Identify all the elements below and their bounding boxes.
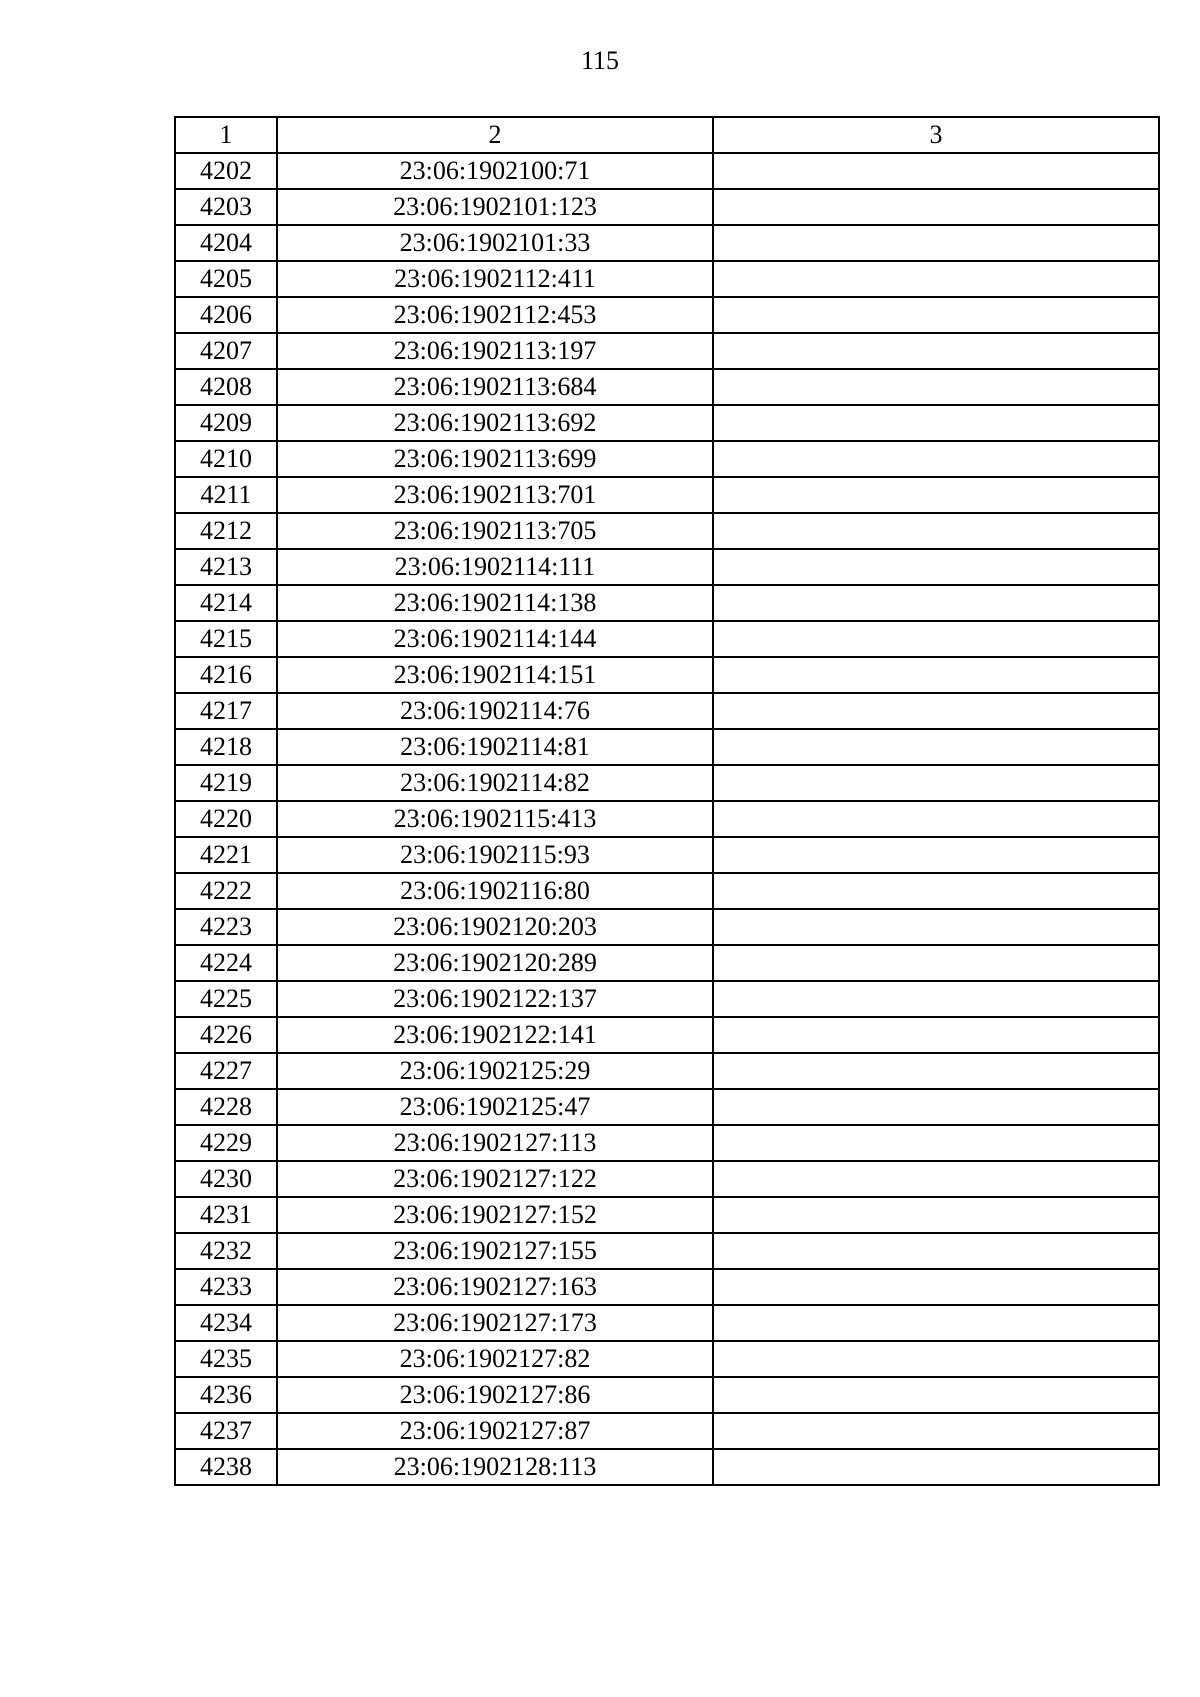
table-row [175, 261, 1159, 297]
row-number-cell: 4220 [175, 801, 277, 837]
cadastral-number-cell: 23:06:1902116:80 [277, 873, 713, 909]
table-row [175, 765, 1159, 801]
cadastral-number-cell: 23:06:1902112:453 [277, 297, 713, 333]
notes-cell [713, 153, 1159, 189]
cadastral-number-cell: 23:06:1902127:122 [277, 1161, 713, 1197]
table-row [175, 1161, 1159, 1197]
notes-cell [713, 189, 1159, 225]
notes-cell [713, 1377, 1159, 1413]
page-number: 115 [580, 46, 620, 75]
notes-cell [713, 1305, 1159, 1341]
row-number-cell: 4205 [175, 261, 277, 297]
table-row [175, 909, 1159, 945]
row-number-cell: 4206 [175, 297, 277, 333]
cadastral-number-cell: 23:06:1902127:173 [277, 1305, 713, 1341]
row-number-cell: 4211 [175, 477, 277, 513]
row-number-cell: 4202 [175, 153, 277, 189]
table-row [175, 1197, 1159, 1233]
row-number-cell: 4235 [175, 1341, 277, 1377]
cadastral-number-cell: 23:06:1902114:76 [277, 693, 713, 729]
notes-cell [713, 909, 1159, 945]
cadastral-number-cell: 23:06:1902115:413 [277, 801, 713, 837]
notes-cell [713, 1413, 1159, 1449]
table-row [175, 981, 1159, 1017]
table-row [175, 585, 1159, 621]
table-row [175, 333, 1159, 369]
column-header-2: 2 [277, 117, 713, 153]
cadastral-table [174, 116, 1160, 1486]
table-row [175, 369, 1159, 405]
row-number-cell: 4214 [175, 585, 277, 621]
table-row [175, 1125, 1159, 1161]
cadastral-number-cell: 23:06:1902113:699 [277, 441, 713, 477]
cadastral-number-cell: 23:06:1902113:692 [277, 405, 713, 441]
cadastral-number-cell: 23:06:1902127:113 [277, 1125, 713, 1161]
table-row [175, 1305, 1159, 1341]
table-row [175, 1413, 1159, 1449]
cadastral-number-cell: 23:06:1902127:155 [277, 1233, 713, 1269]
cadastral-number-cell: 23:06:1902114:81 [277, 729, 713, 765]
notes-cell [713, 765, 1159, 801]
cadastral-number-cell: 23:06:1902122:137 [277, 981, 713, 1017]
notes-cell [713, 1089, 1159, 1125]
cadastral-number-cell: 23:06:1902100:71 [277, 153, 713, 189]
row-number-cell: 4222 [175, 873, 277, 909]
cadastral-number-cell: 23:06:1902114:144 [277, 621, 713, 657]
cadastral-number-cell: 23:06:1902128:113 [277, 1449, 713, 1485]
cadastral-number-cell: 23:06:1902114:138 [277, 585, 713, 621]
table-row [175, 873, 1159, 909]
cadastral-number-cell: 23:06:1902113:701 [277, 477, 713, 513]
notes-cell [713, 837, 1159, 873]
table-row [175, 1017, 1159, 1053]
row-number-cell: 4234 [175, 1305, 277, 1341]
cadastral-number-cell: 23:06:1902114:151 [277, 657, 713, 693]
table-row [175, 1269, 1159, 1305]
table-row [175, 1341, 1159, 1377]
table-row [175, 621, 1159, 657]
cadastral-number-cell: 23:06:1902120:203 [277, 909, 713, 945]
row-number-cell: 4209 [175, 405, 277, 441]
cadastral-number-cell: 23:06:1902127:163 [277, 1269, 713, 1305]
cadastral-number-cell: 23:06:1902112:411 [277, 261, 713, 297]
row-number-cell: 4218 [175, 729, 277, 765]
table-row [175, 801, 1159, 837]
cadastral-number-cell: 23:06:1902125:47 [277, 1089, 713, 1125]
row-number-cell: 4224 [175, 945, 277, 981]
table-row [175, 549, 1159, 585]
row-number-cell: 4216 [175, 657, 277, 693]
cadastral-number-cell: 23:06:1902113:197 [277, 333, 713, 369]
row-number-cell: 4237 [175, 1413, 277, 1449]
cadastral-number-cell: 23:06:1902127:82 [277, 1341, 713, 1377]
row-number-cell: 4221 [175, 837, 277, 873]
row-number-cell: 4229 [175, 1125, 277, 1161]
cadastral-number-cell: 23:06:1902127:87 [277, 1413, 713, 1449]
notes-cell [713, 333, 1159, 369]
notes-cell [713, 297, 1159, 333]
cadastral-number-cell: 23:06:1902122:141 [277, 1017, 713, 1053]
cadastral-number-cell: 23:06:1902115:93 [277, 837, 713, 873]
notes-cell [713, 621, 1159, 657]
notes-cell [713, 945, 1159, 981]
table-row [175, 657, 1159, 693]
table-row [175, 1449, 1159, 1485]
notes-cell [713, 441, 1159, 477]
row-number-cell: 4230 [175, 1161, 277, 1197]
notes-cell [713, 369, 1159, 405]
table-row [175, 1233, 1159, 1269]
table-row [175, 513, 1159, 549]
table-row [175, 153, 1159, 189]
row-number-cell: 4204 [175, 225, 277, 261]
table-row [175, 189, 1159, 225]
cadastral-number-cell: 23:06:1902113:684 [277, 369, 713, 405]
table-row [175, 693, 1159, 729]
notes-cell [713, 225, 1159, 261]
table-row [175, 297, 1159, 333]
row-number-cell: 4231 [175, 1197, 277, 1233]
cadastral-number-cell: 23:06:1902114:111 [277, 549, 713, 585]
row-number-cell: 4208 [175, 369, 277, 405]
notes-cell [713, 1449, 1159, 1485]
row-number-cell: 4213 [175, 549, 277, 585]
notes-cell [713, 729, 1159, 765]
table-header-row [175, 117, 1159, 153]
row-number-cell: 4226 [175, 1017, 277, 1053]
notes-cell [713, 873, 1159, 909]
cadastral-number-cell: 23:06:1902120:289 [277, 945, 713, 981]
notes-cell [713, 1161, 1159, 1197]
notes-cell [713, 1125, 1159, 1161]
notes-cell [713, 261, 1159, 297]
table-row [175, 1089, 1159, 1125]
row-number-cell: 4232 [175, 1233, 277, 1269]
table-row [175, 405, 1159, 441]
notes-cell [713, 693, 1159, 729]
notes-cell [713, 1269, 1159, 1305]
notes-cell [713, 1233, 1159, 1269]
row-number-cell: 4207 [175, 333, 277, 369]
notes-cell [713, 1053, 1159, 1089]
notes-cell [713, 1017, 1159, 1053]
cadastral-number-cell: 23:06:1902114:82 [277, 765, 713, 801]
row-number-cell: 4210 [175, 441, 277, 477]
table-row [175, 225, 1159, 261]
table-row [175, 729, 1159, 765]
table-row [175, 441, 1159, 477]
notes-cell [713, 1197, 1159, 1233]
notes-cell [713, 405, 1159, 441]
cadastral-number-cell: 23:06:1902101:123 [277, 189, 713, 225]
notes-cell [713, 981, 1159, 1017]
row-number-cell: 4223 [175, 909, 277, 945]
notes-cell [713, 477, 1159, 513]
column-header-1: 1 [175, 117, 277, 153]
table-row [175, 837, 1159, 873]
column-header-3: 3 [713, 117, 1159, 153]
row-number-cell: 4233 [175, 1269, 277, 1305]
notes-cell [713, 1341, 1159, 1377]
table-row [175, 945, 1159, 981]
row-number-cell: 4238 [175, 1449, 277, 1485]
table-row [175, 477, 1159, 513]
row-number-cell: 4215 [175, 621, 277, 657]
notes-cell [713, 801, 1159, 837]
cadastral-number-cell: 23:06:1902127:86 [277, 1377, 713, 1413]
row-number-cell: 4217 [175, 693, 277, 729]
row-number-cell: 4225 [175, 981, 277, 1017]
notes-cell [713, 657, 1159, 693]
row-number-cell: 4236 [175, 1377, 277, 1413]
cadastral-number-cell: 23:06:1902125:29 [277, 1053, 713, 1089]
cadastral-number-cell: 23:06:1902101:33 [277, 225, 713, 261]
row-number-cell: 4203 [175, 189, 277, 225]
table-body [175, 117, 1159, 1485]
notes-cell [713, 585, 1159, 621]
table-row [175, 1377, 1159, 1413]
row-number-cell: 4212 [175, 513, 277, 549]
cadastral-number-cell: 23:06:1902127:152 [277, 1197, 713, 1233]
notes-cell [713, 513, 1159, 549]
row-number-cell: 4227 [175, 1053, 277, 1089]
notes-cell [713, 549, 1159, 585]
cadastral-number-cell: 23:06:1902113:705 [277, 513, 713, 549]
row-number-cell: 4219 [175, 765, 277, 801]
row-number-cell: 4228 [175, 1089, 277, 1125]
table-row [175, 1053, 1159, 1089]
